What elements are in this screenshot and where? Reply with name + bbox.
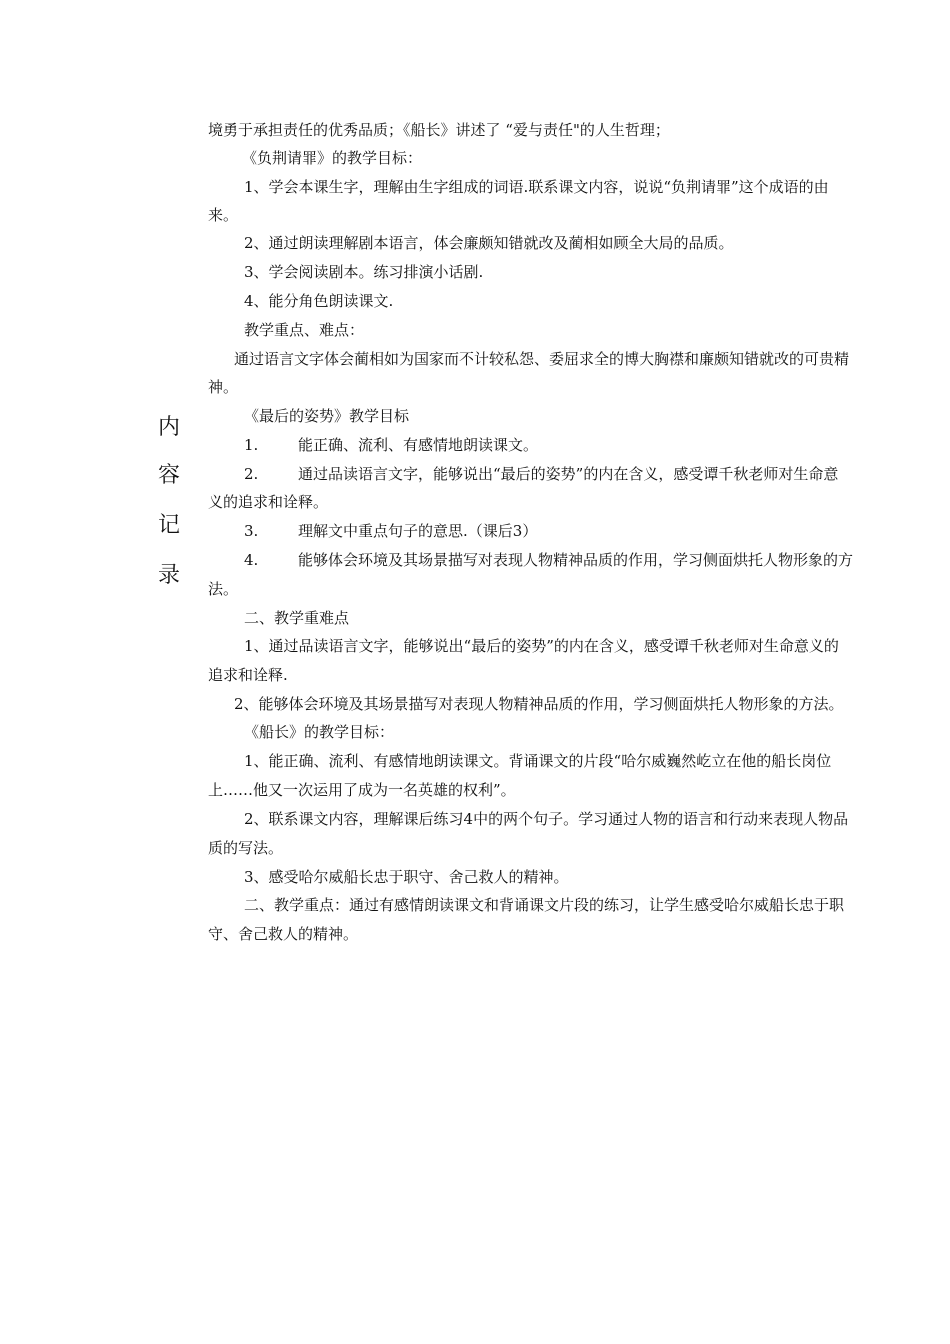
list-number: 4. bbox=[244, 551, 259, 569]
list-number: 1. bbox=[244, 436, 259, 454]
text-line: 上……他又一次运用了成为一名英雄的权利”。 bbox=[208, 781, 516, 799]
section-heading: 二、教学重难点 bbox=[244, 609, 350, 627]
text-line: 1、通过品读语言文字，能够说出“最后的姿势”的内在含义，感受谭千秋老师对生命意义的 bbox=[244, 637, 839, 655]
text-line: 来。 bbox=[208, 206, 239, 224]
text-line: 境勇于承担责任的优秀品质；《船长》讲述了 “爱与责任"的人生哲理； bbox=[208, 121, 670, 139]
side-label-char: 内 bbox=[158, 415, 181, 440]
text-line: 法。 bbox=[208, 580, 239, 598]
text-line: 4、能分角色朗读课文. bbox=[244, 292, 394, 310]
text-line: 3、感受哈尔威船长忠于职守、舍己救人的精神。 bbox=[244, 868, 569, 886]
text-line: 理解文中重点句子的意思.（课后3） bbox=[298, 522, 538, 540]
list-number: 2. bbox=[244, 465, 259, 483]
section-heading: 《船长》的教学目标： bbox=[244, 723, 395, 741]
text-line: 1、学会本课生字，理解由生字组成的词语.联系课文内容，说说“负荆请罪”这个成语的由 bbox=[244, 178, 829, 196]
section-heading: 《最后的姿势》教学目标 bbox=[244, 407, 410, 425]
text-line: 二、教学重点：通过有感情朗读课文和背诵课文片段的练习，让学生感受哈尔威船长忠于职 bbox=[244, 896, 845, 914]
text-line: 2、联系课文内容，理解课后练习4中的两个句子。学习通过人物的语言和行动来表现人物品 bbox=[244, 810, 849, 828]
section-heading: 教学重点、难点： bbox=[244, 321, 365, 339]
side-label-char: 容 bbox=[158, 463, 181, 488]
side-label-char: 录 bbox=[158, 563, 181, 588]
text-line: 神。 bbox=[208, 378, 239, 396]
text-line: 通过语言文字体会蔺相如为国家而不计较私怨、委屈求全的博大胸襟和廉颇知错就改的可贵精 bbox=[234, 350, 850, 368]
text-line: 追求和诠释. bbox=[208, 666, 288, 684]
text-line: 守、舍己救人的精神。 bbox=[208, 925, 359, 943]
section-heading: 《负荆请罪》的教学目标： bbox=[242, 149, 423, 167]
text-line: 义的追求和诠释。 bbox=[208, 493, 329, 511]
text-line: 通过品读语言文字，能够说出“最后的姿势”的内在含义，感受谭千秋老师对生命意 bbox=[298, 465, 839, 483]
side-label-char: 记 bbox=[158, 513, 181, 538]
text-line: 能正确、流利、有感情地朗读课文。 bbox=[298, 436, 539, 454]
text-line: 2、能够体会环境及其场景描写对表现人物精神品质的作用，学习侧面烘托人物形象的方法。 bbox=[234, 695, 844, 713]
text-line: 质的写法。 bbox=[208, 839, 284, 857]
text-line: 2、通过朗读理解剧本语言，体会廉颇知错就改及蔺相如顾全大局的品质。 bbox=[244, 234, 734, 252]
text-line: 3、学会阅读剧本。练习排演小话剧. bbox=[244, 263, 484, 281]
text-line: 1、能正确、流利、有感情地朗读课文。背诵课文的片段“哈尔威巍然屹立在他的船长岗位 bbox=[244, 752, 832, 770]
list-number: 3. bbox=[244, 522, 259, 540]
text-line: 能够体会环境及其场景描写对表现人物精神品质的作用，学习侧面烘托人物形象的方 bbox=[298, 551, 854, 569]
